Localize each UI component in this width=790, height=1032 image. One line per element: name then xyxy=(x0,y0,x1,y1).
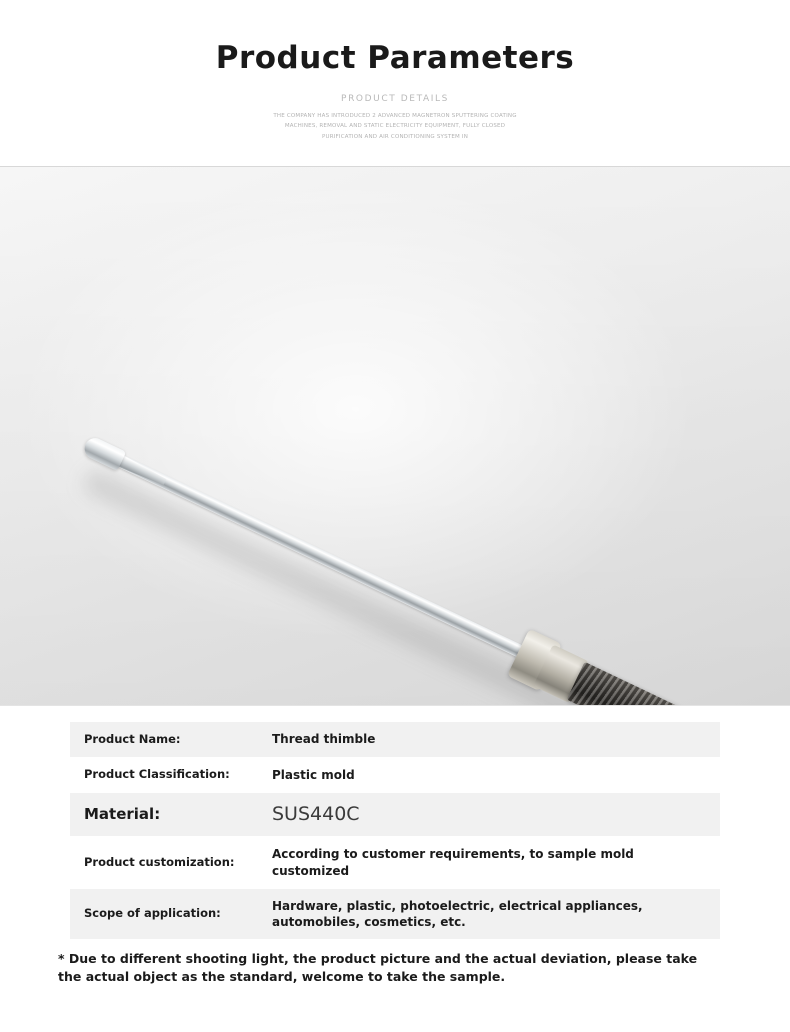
param-label: Material: xyxy=(70,792,258,837)
disclaimer-note: * Due to different shooting light, the product picture and the actual deviation, please take the actual object as the standard, welcome to take the sample. xyxy=(58,951,698,985)
table-row xyxy=(70,722,720,757)
param-value: SUS440C xyxy=(258,792,720,837)
parameters-table-body xyxy=(70,722,720,939)
page-subtitle: PRODUCT DETAILS xyxy=(341,94,449,104)
parameters-table xyxy=(70,722,720,940)
param-value: Hardware, plastic, photoelectric, electrical appliances, automobiles, cosmetics, etc. xyxy=(258,888,720,939)
product-image xyxy=(0,167,790,705)
page-description: THE COMPANY HAS INTRODUCED 2 ADVANCED MAGNETRON SPUTTERING COATING MACHINES, REMOVAL AND STATIC ELECTRICITY EQUIPMENT, FULLY CLOSED PURIFICATION AND AIR CONDITIONING SYSTEM IN xyxy=(273,113,517,140)
param-value: Thread thimble xyxy=(258,722,720,757)
page-title: Product Parameters xyxy=(215,40,575,76)
page-header xyxy=(0,0,790,167)
table-row xyxy=(70,888,720,939)
table-row xyxy=(70,792,720,837)
param-value: According to customer requirements, to sample mold customized xyxy=(258,837,720,888)
param-label: Product Name: xyxy=(70,722,258,757)
param-label: Product Classification: xyxy=(70,757,258,792)
param-label: Scope of application: xyxy=(70,888,258,939)
param-label: Product customization: xyxy=(70,837,258,888)
param-value: Plastic mold xyxy=(258,757,720,792)
parameters-section xyxy=(0,705,790,986)
table-row xyxy=(70,837,720,888)
table-row xyxy=(70,757,720,792)
pin-tip xyxy=(81,435,126,471)
